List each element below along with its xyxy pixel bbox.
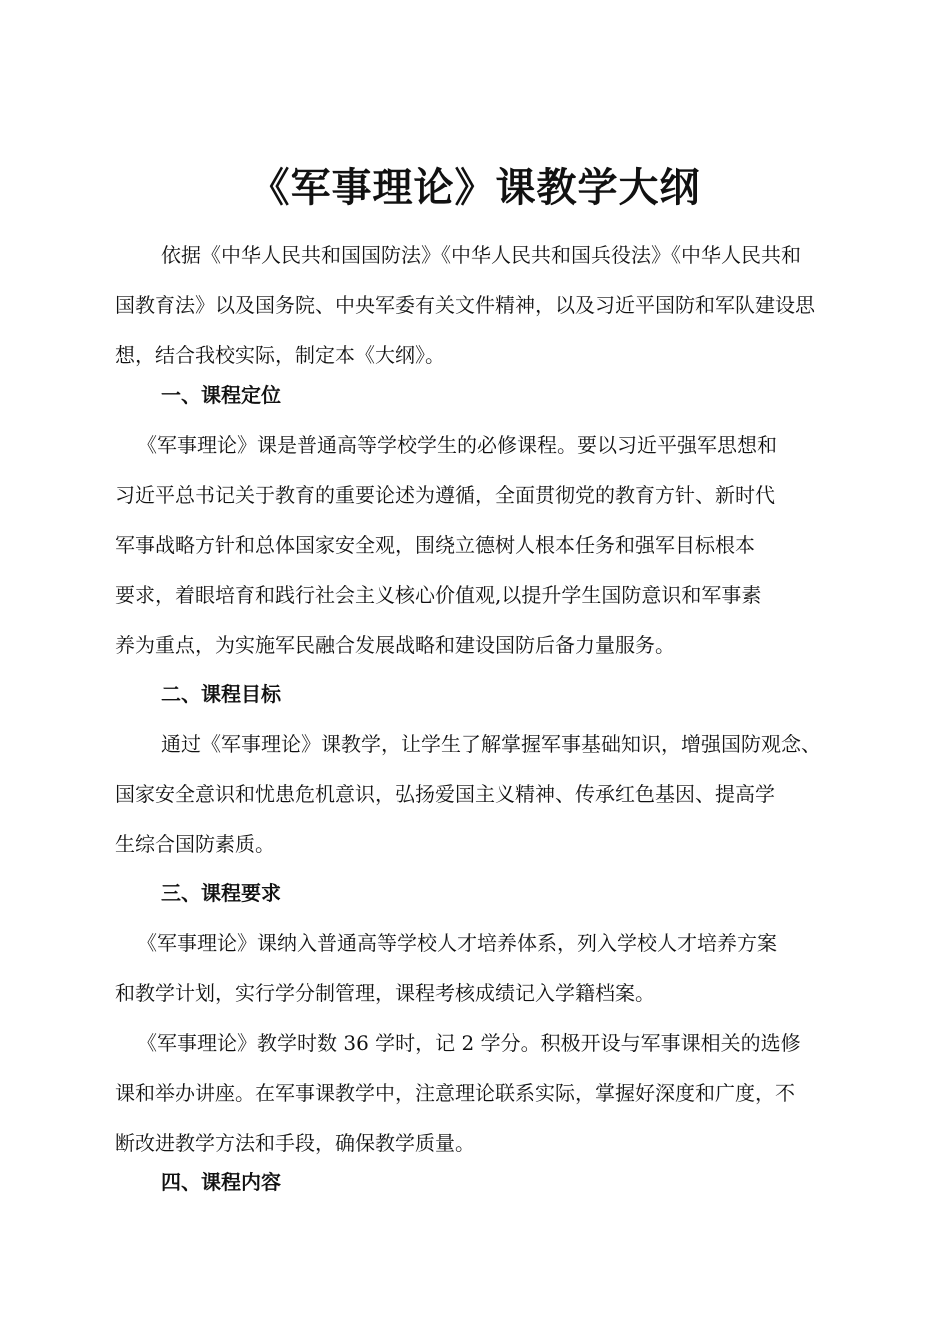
section-course-content — [115, 1157, 885, 1207]
paragraph-line: 《军事理论》课是普通高等学校学生的必修课程。要以习近平强军思想和 — [137, 433, 777, 457]
section-heading: 二、课程目标 — [161, 682, 281, 706]
section-course-objectives — [115, 669, 885, 719]
section-paragraph — [115, 918, 885, 1018]
paragraph-line: 习近平总书记关于教育的重要论述为遵循，全面贯彻党的教育方针、新时代 — [115, 483, 775, 507]
section-heading: 一、课程定位 — [161, 383, 281, 407]
paragraph-line: 《军事理论》教学时数 36 学时，记 2 学分。积极开设与军事课相关的选修 — [137, 1031, 801, 1055]
section-course-positioning — [115, 370, 885, 420]
intro-line: 国教育法》以及国务院、中央军委有关文件精神，以及习近平国防和军队建设思 — [115, 293, 815, 317]
intro-line: 依据《中华人民共和国国防法》《中华人民共和国兵役法》《中华人民共和 — [161, 243, 801, 267]
paragraph-line: 和教学计划，实行学分制管理，课程考核成绩记入学籍档案。 — [115, 981, 655, 1005]
paragraph-line: 国家安全意识和忧患危机意识，弘扬爱国主义精神、传承红色基因、提高学 — [115, 782, 775, 806]
section-heading: 四、课程内容 — [161, 1170, 281, 1194]
paragraph-line: 通过《军事理论》课教学，让学生了解掌握军事基础知识，增强国防观念、 — [161, 732, 821, 756]
document-title: 《军事理论》课教学大纲 — [249, 165, 701, 211]
paragraph-line: 养为重点，为实施军民融合发展战略和建设国防后备力量服务。 — [115, 633, 675, 657]
paragraph-line: 《军事理论》课纳入普通高等学校人才培养体系，列入学校人才培养方案 — [137, 931, 777, 955]
intro-paragraph — [115, 230, 885, 380]
paragraph-line: 课和举办讲座。在军事课教学中，注意理论联系实际，掌握好深度和广度，不 — [115, 1081, 795, 1105]
section-paragraph — [115, 420, 885, 670]
intro-line: 想，结合我校实际，制定本《大纲》。 — [115, 343, 445, 367]
paragraph-line: 生综合国防素质。 — [115, 832, 275, 856]
paragraph-line: 军事战略方针和总体国家安全观，围绕立德树人根本任务和强军目标根本 — [115, 533, 755, 557]
paragraph-line: 要求，着眼培育和践行社会主义核心价值观,以提升学生国防意识和军事素 — [115, 583, 762, 607]
paragraph-line: 断改进教学方法和手段，确保教学质量。 — [115, 1131, 475, 1155]
section-course-requirements — [115, 868, 885, 918]
section-paragraph — [115, 719, 885, 869]
section-heading: 三、课程要求 — [161, 881, 281, 905]
section-paragraph — [115, 1018, 885, 1168]
